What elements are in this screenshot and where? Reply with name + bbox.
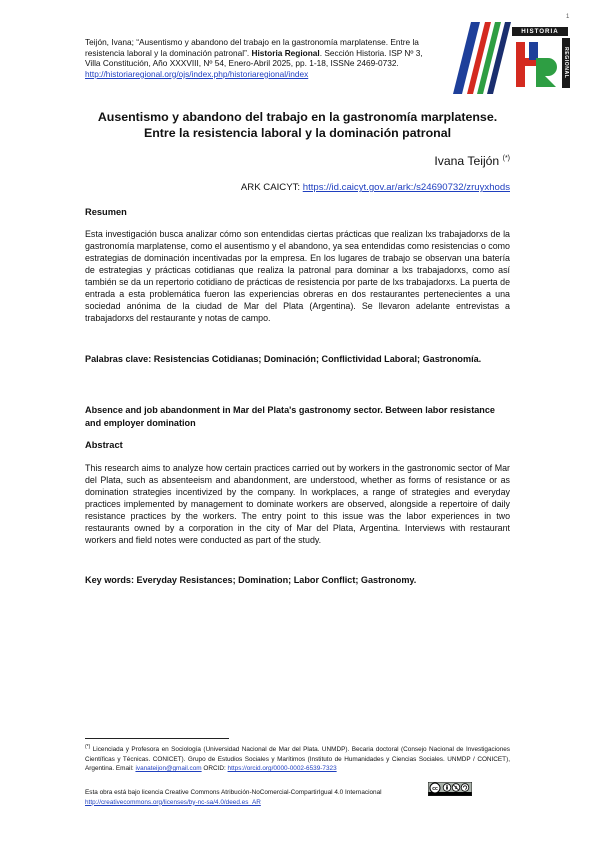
logo-vertical-text: REGIONAL <box>562 38 570 88</box>
author <box>434 154 510 168</box>
english-title: Absence and job abandonment in Mar del Plata's gastronomy sector. Between labor resistance and employer domination <box>85 405 495 428</box>
footnote-text: Licenciada y Profesora en Sociología (Universidad Nacional de Mar del Plata. UNMDP). Becaria doctoral (Consejo Nacional de Investigaciones Científicas y Técnicas. CONICET). Grupo de Estudios Sociales y Marítimos (Instituto de Humanidades y Ciencias Sociales. UNMDP / CONICET), Argentina. Email: <box>85 746 510 773</box>
citation <box>85 37 440 79</box>
abstract-paragraph: This research aims to analyze how certain practices carried out by workers in the gastronomic sector of Mar del Plata, such as absenteeism and abandonment, are understood, whether as forms of resistance or as domination strategies incentivized by the company. In workplaces, a range of strategies and everyday practices implemented by management to dominate workers are observed, alongside a repertoire of daily resistance practices by the workers. The entry point to this issue was the labor experiences in two restaurants owned by a corporation in the city of Mar del Plata, Argentina. Interviews with restaurant workers and field notes were conducted as part of the study. <box>85 463 510 545</box>
email-link[interactable]: ivanateijon@gmail.com <box>135 765 202 773</box>
orcid-link[interactable]: https://orcid.org/0000-0002-6539-7323 <box>227 765 337 773</box>
resumen-heading: Resumen <box>85 207 127 217</box>
abstract-heading: Abstract <box>85 440 123 450</box>
palabras-clave: Palabras clave: Resistencias Cotidianas; Dominación; Conflictividad Laboral; Gastronomía. <box>85 354 482 364</box>
ark-label: ARK CAICYT: <box>240 182 303 193</box>
citation-details: . Sección Historia. ISP Nº 3, Villa Constitución, Año XXXVIII, Nº 54, Enero-Abril 2025, pp. 1-18, ISSNe 2469-0732. <box>85 47 423 69</box>
license-note <box>85 788 430 807</box>
ark-identifier <box>241 182 510 193</box>
footnote-marker: (*) <box>85 744 91 750</box>
article-title: Ausentismo y abandono del trabajo en la gastronomía marplatense. Entre la resistencia laboral y la dominación patronal <box>97 110 498 140</box>
license-link[interactable]: http://creativecommons.org/licenses/by-nc-sa/4.0/deed.es_AR <box>85 798 261 806</box>
key-words: Key words: Everyday Resistances; Domination; Labor Conflict; Gastronomy. <box>85 575 417 585</box>
journal-stripes-logo <box>439 22 511 94</box>
svg-text:cc: cc <box>432 785 438 792</box>
citation-text: Teijón, Ivana; “Ausentismo y abandono del trabajo en la gastronomía marplatense. Entre la resistencia laboral y la dominación patronal”. <box>85 37 419 58</box>
author-footnote <box>85 743 510 774</box>
logo-title: HISTORIA <box>512 27 568 36</box>
journal-name: Historia Regional <box>251 47 320 58</box>
orcid-label: ORCID: <box>201 765 228 773</box>
page-number: 1 <box>566 14 570 20</box>
historia-regional-logo <box>512 28 572 87</box>
cc-license-badge-icon[interactable] <box>428 782 472 796</box>
resumen-paragraph: Esta investigación busca analizar cómo son entendidas ciertas prácticas que realizan lxs trabajadorxs de la gastronomía marplatense, como el ausentismo y el abandono, ya sea entendidas como resistencias o como estrategias de dominación incentivadas por la empresa. En los lugares de trabajo se observan una batería de estrategias y prácticas cotidianas que realiza la patronal para dominar a lxs trabajadorxs, como así también se da un repertorio cotidiano de prácticas de resistencia por parte de lxs trabajadorxs. La puerta de entrada a esta problemática fueron las experiencias obreras en dos restaurantes pertenecientes a una sociedad anónima de la ciudad de Mar del Plata (Argentina). Se llevaron adelante entrevistas a trabajadorxs del restaurante y notas de campo. <box>85 229 510 323</box>
footnote-separator <box>85 738 229 739</box>
hr-monogram-icon <box>516 40 560 87</box>
author-name: Ivana Teijón <box>434 154 500 168</box>
ark-link[interactable]: https://id.caicyt.gov.ar/ark:/s24690732/zruyxhods <box>302 182 510 193</box>
journal-link[interactable]: http://historiaregional.org/ojs/index.php/historiaregional/index <box>85 68 309 79</box>
author-note-marker: (*) <box>502 154 510 162</box>
license-text: Esta obra está bajo licencia Creative Commons Atribución-NoComercial-CompartirIgual 4.0 Internacional <box>85 789 382 796</box>
